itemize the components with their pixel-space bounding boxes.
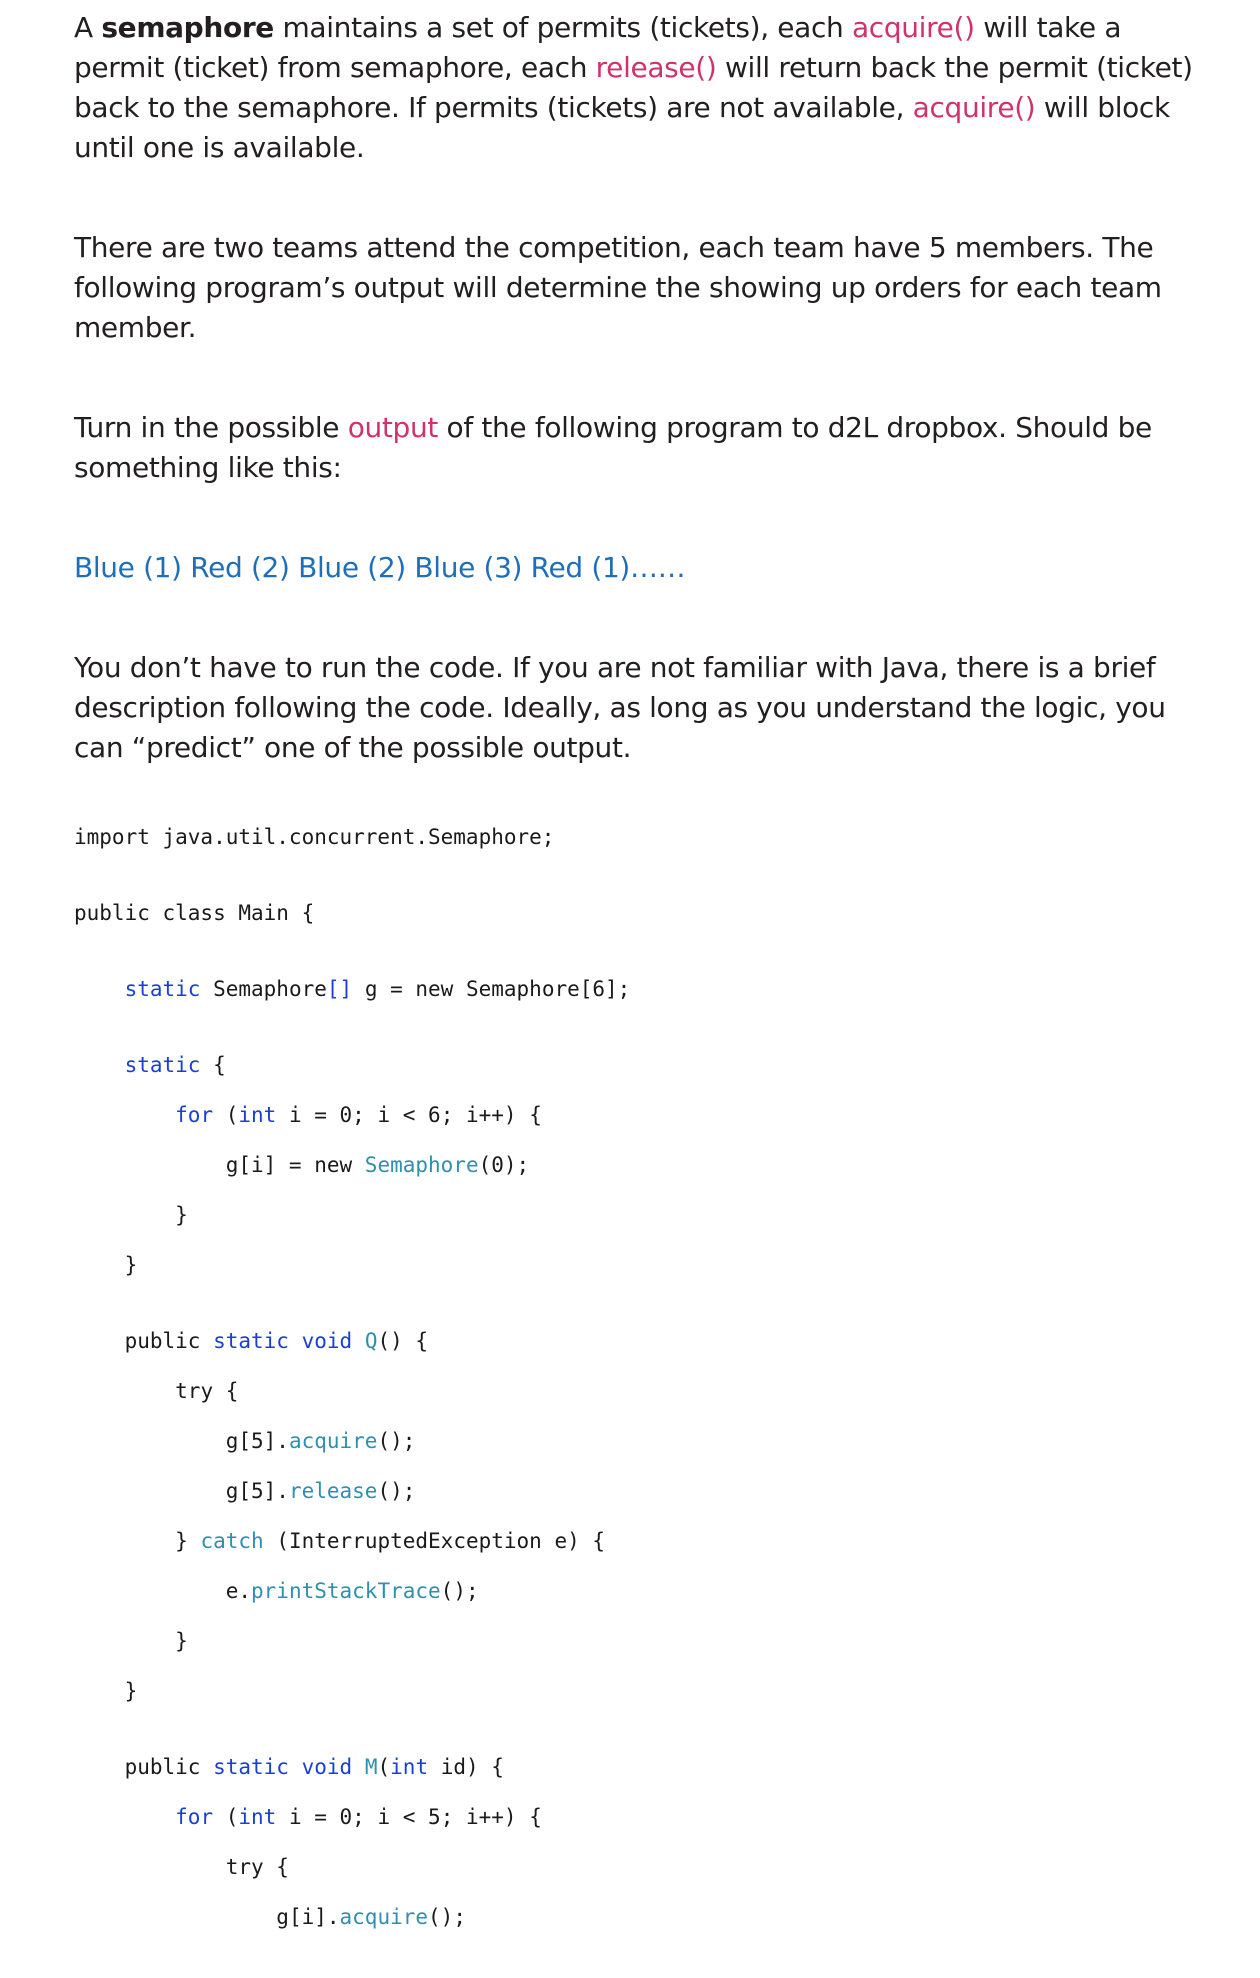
code-for-1: for (int i = 0; i < 6; i++) { — [175, 1103, 542, 1127]
code-assign: g[i] = new Semaphore(0); — [225, 1153, 530, 1177]
teams-paragraph: There are two teams attend the competition, each team have 5 members. The following program’s output will determine the showing up orders for each team member. — [74, 231, 1162, 344]
code-block — [74, 800, 1194, 1978]
code-print-stack: e.printStackTrace(); — [225, 1579, 479, 1603]
code-m-decl: public static void M(int id) { — [124, 1755, 504, 1779]
code-q-decl: public static void Q() { — [124, 1329, 429, 1353]
intro-text-4: will block until one is available. — [74, 91, 1170, 164]
code-for-2: for (int i = 0; i < 5; i++) { — [175, 1805, 542, 1829]
code-close-q: } — [124, 1679, 138, 1703]
code-close-static: } — [124, 1253, 138, 1277]
example-output: Blue (1) Red (2) Blue (2) Blue (3) Red (1)…… — [74, 551, 686, 584]
intro-bold-semaphore: semaphore — [101, 11, 274, 44]
intro-text-2: will take a permit (ticket) from semaphore, each — [74, 11, 1122, 84]
intro-text-3: will return back the permit (ticket) back to the semaphore. If permits (tickets) are not available, — [74, 51, 1193, 124]
intro-release: release() — [595, 51, 717, 84]
code-class-decl: public class Main { — [74, 901, 315, 925]
code-import: import java.util.concurrent.Semaphore; — [74, 825, 555, 849]
intro-prefix: A — [74, 11, 102, 44]
intro-text-1: maintains a set of permits (tickets), each — [273, 11, 852, 44]
code-field: static Semaphore[] g = new Semaphore[6]; — [124, 977, 631, 1001]
turn-in-text-1: Turn in the possible — [74, 411, 348, 444]
document-page — [74, 8, 1194, 1978]
intro-paragraph — [74, 8, 1194, 168]
code-try-2: try { — [225, 1855, 289, 1879]
code-catch: } catch (InterruptedException e) { — [175, 1529, 606, 1553]
code-close-catch: } — [175, 1629, 188, 1653]
intro-acquire-2: acquire() — [912, 91, 1036, 124]
code-static-block: static { — [124, 1053, 226, 1077]
turn-in-text-2: of the following program to d2L dropbox. Should be something like this: — [74, 411, 1152, 484]
code-close-for-1: } — [175, 1203, 188, 1227]
note-paragraph: You don’t have to run the code. If you are not familiar with Java, there is a brief description following the code. Ideally, as long as you understand the logic, you can “predict” one of the possible output. — [74, 651, 1166, 764]
turn-in-paragraph — [74, 388, 1194, 488]
code-try-1: try { — [175, 1379, 239, 1403]
code-acquire-5: g[5].acquire(); — [225, 1429, 416, 1453]
code-acquire-i: g[i].acquire(); — [276, 1905, 466, 1929]
turn-in-output-word: output — [347, 411, 438, 444]
code-release-5: g[5].release(); — [225, 1479, 416, 1503]
intro-acquire-1: acquire() — [851, 11, 975, 44]
